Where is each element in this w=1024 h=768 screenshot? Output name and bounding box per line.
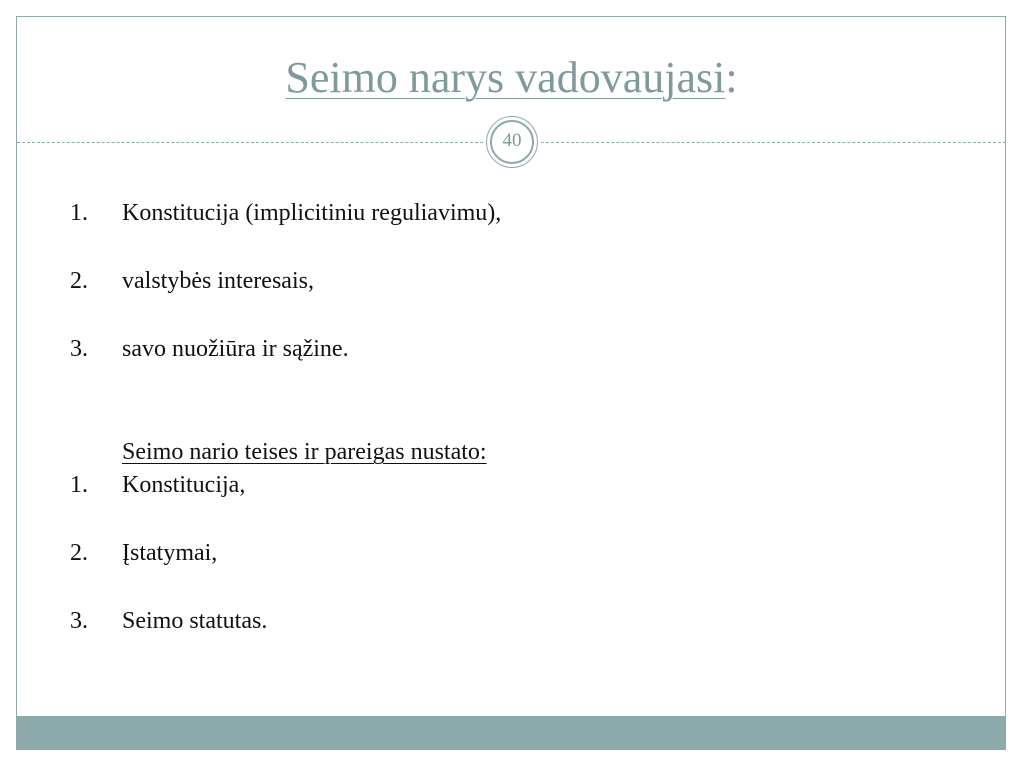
list-item bbox=[70, 470, 245, 500]
list-item-number: 2. bbox=[70, 540, 88, 566]
list-item bbox=[70, 198, 501, 228]
title-divider-left bbox=[17, 142, 483, 143]
list-item-text: Konstitucija (implicitiniu reguliavimu), bbox=[122, 200, 502, 226]
page-number-badge bbox=[486, 116, 538, 168]
list-item-number: 2. bbox=[70, 268, 88, 294]
rights-heading: Seimo nario teises ir pareigas nustato: bbox=[122, 439, 487, 465]
list-item-text: Seimo statutas. bbox=[122, 608, 268, 634]
list-item-text: valstybės interesais, bbox=[122, 268, 314, 294]
list-item-number: 3. bbox=[70, 336, 88, 362]
footer-bar bbox=[17, 716, 1006, 750]
list-item bbox=[70, 266, 314, 296]
slide-title-colon: : bbox=[725, 53, 738, 102]
list-item-text: Konstitucija, bbox=[122, 472, 246, 498]
list-item-number: 1. bbox=[70, 200, 88, 226]
page-number: 40 bbox=[490, 120, 534, 164]
slide-title-text: Seimo narys vadovaujasi bbox=[285, 53, 726, 102]
list-item-number: 1. bbox=[70, 472, 88, 498]
slide-title bbox=[17, 50, 1006, 106]
list-item bbox=[70, 538, 217, 568]
list-item-text: savo nuožiūra ir sąžine. bbox=[122, 336, 349, 362]
list-item bbox=[70, 334, 349, 364]
title-divider-right bbox=[541, 142, 1006, 143]
list-item-text: Įstatymai, bbox=[122, 540, 218, 566]
list-item bbox=[70, 606, 267, 636]
list-item-number: 3. bbox=[70, 608, 88, 634]
